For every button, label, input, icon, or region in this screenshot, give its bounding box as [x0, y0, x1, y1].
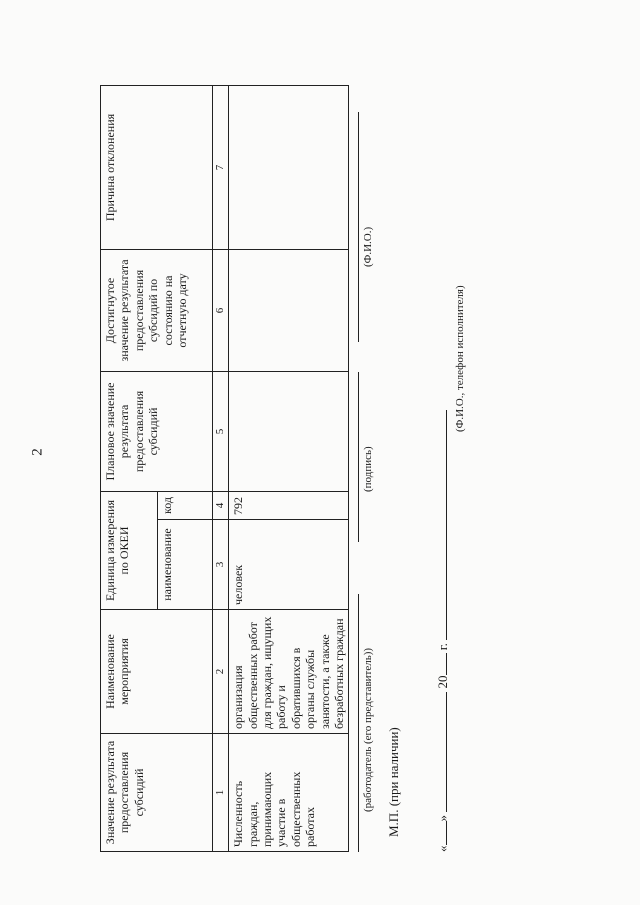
- header-activity-name: Наименование мероприятия: [101, 610, 213, 734]
- column-number: 3: [213, 520, 229, 610]
- fio-line: [358, 112, 359, 342]
- day-blank: [434, 822, 447, 846]
- cell-unit-name: человек: [229, 520, 349, 610]
- year-prefix: 20: [435, 675, 450, 689]
- cell-achieved-value: [229, 249, 349, 371]
- column-number: 7: [213, 85, 229, 249]
- header-planned-value: Плановое значение результата предоставления субсидий: [101, 371, 213, 491]
- cell-activity-name: организация общественных работ для граждан, ищущих работу и обратившихся в органы службы занятости, а также безработных граждан: [229, 610, 349, 734]
- header-deviation-reason: Причина отклонения: [101, 85, 213, 249]
- column-number: 4: [213, 491, 229, 519]
- header-unit-code: код: [158, 491, 213, 519]
- column-number: 5: [213, 371, 229, 491]
- employer-signature-line: [358, 594, 359, 852]
- year-blank: [434, 654, 447, 676]
- subsidy-results-table: [100, 85, 349, 852]
- month-blank: [434, 692, 447, 812]
- header-achieved-value: Достигнутое значение результата предоставления субсидий по состоянию на отчетную дату: [101, 249, 213, 371]
- stamp-place: М.П. (при наличии): [386, 727, 401, 837]
- header-okei-unit: Единица измерения по ОКЕИ: [101, 491, 158, 609]
- date-field: [434, 410, 451, 852]
- cell-deviation-reason: [229, 85, 349, 249]
- fio-label: (Ф.И.О.): [362, 226, 374, 267]
- column-number: 1: [213, 734, 229, 852]
- year-suffix: г.: [435, 643, 450, 651]
- table-row: [229, 85, 349, 851]
- date-open-quote: «: [435, 845, 450, 852]
- column-number: 2: [213, 610, 229, 734]
- employer-label: (работодатель (его представитель)): [362, 647, 374, 812]
- executor-label: (Ф.И.О., телефон исполнителя): [454, 285, 466, 432]
- rotated-sheet: [30, 52, 610, 852]
- cell-result-value: Численность граждан, принимающих участие в общественных работах: [229, 734, 349, 852]
- cell-planned-value: [229, 371, 349, 491]
- date-close-quote: »: [435, 815, 450, 822]
- cell-unit-code: 792: [229, 491, 349, 519]
- column-number: 6: [213, 249, 229, 371]
- header-result-value: Значение результата предоставления субсидий: [101, 734, 213, 852]
- executor-blank: [434, 410, 447, 640]
- sign-line: [358, 372, 359, 542]
- header-unit-name: наименование: [158, 520, 213, 610]
- sign-label: (подпись): [362, 446, 374, 492]
- page-number: 2: [29, 448, 46, 456]
